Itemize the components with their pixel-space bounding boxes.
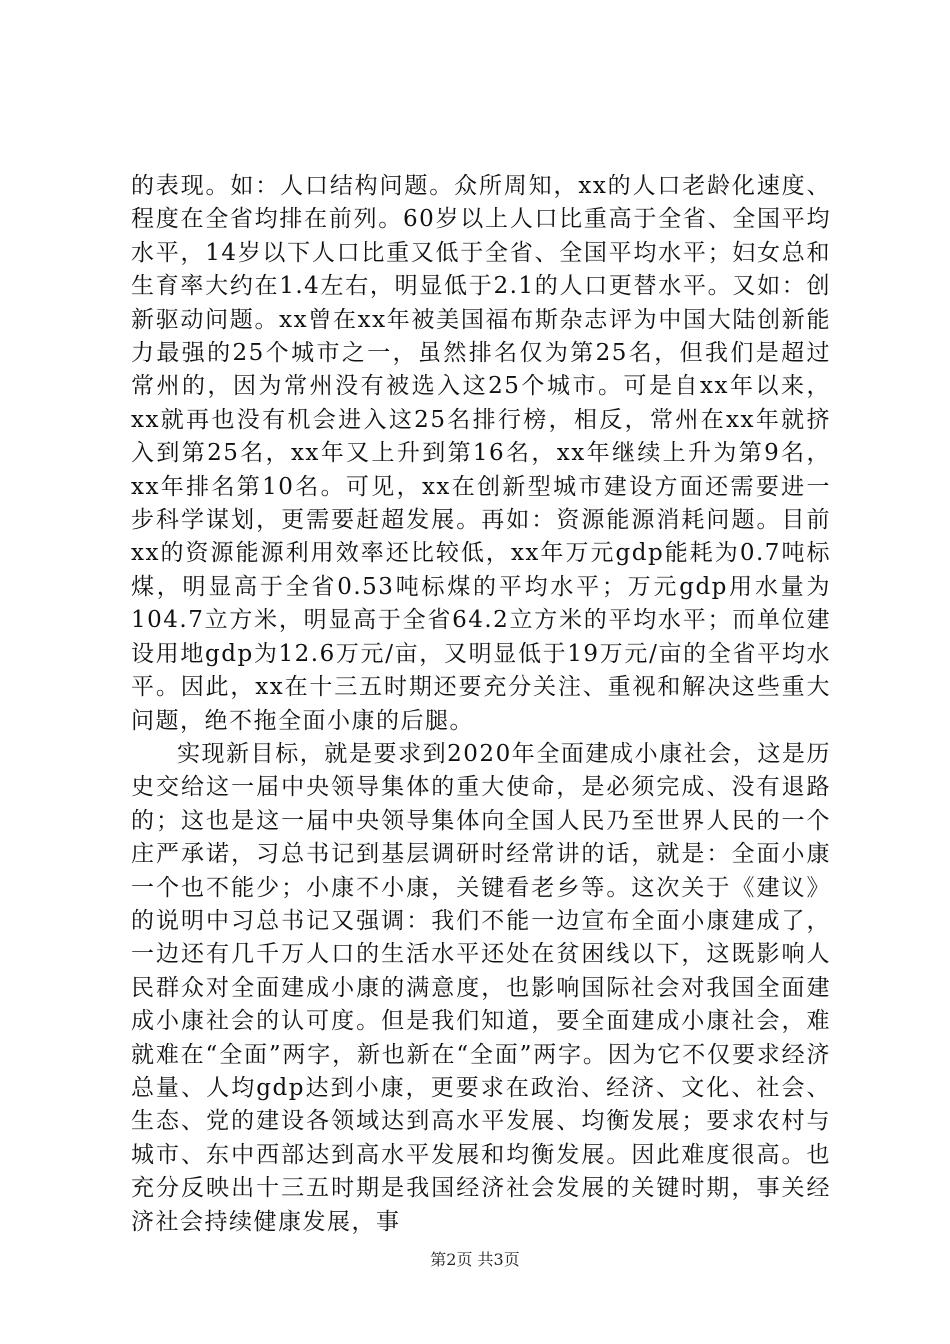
document-body [131, 170, 831, 1239]
page-number-footer: 第2页 共3页 [430, 1250, 520, 1269]
paragraph: 实现新目标，就是要求到2020年全面建成小康社会，这是历史交给这一届中央领导集体的重大使命，是必须完成、没有退路的；这也是这一届中央领导集体向全国人民乃至世界人民的一个庄严承诺，习总书记到基层调研时经常讲的话，就是：全面小康一个也不能少；小康不小康，关键看老乡等。这次关于《建议》的说明中习总书记又强调：我们不能一边宣布全面小康建成了，一边还有几千万人口的生活水平还处在贫困线以下，这既影响人民群众对全面建成小康的满意度，也影响国际社会对我国全面建成小康社会的认可度。但是我们知道，要全面建成小康社会，难就难在“全面”两字，新也新在“全面”两字。因为它不仅要求经济总量、人均gdp达到小康，更要求在政治、经济、文化、社会、生态、党的建设各领域达到高水平发展、均衡发展；要求农村与城市、东中西部达到高水平发展和均衡发展。因此难度很高。也充分反映出十三五时期是我国经济社会发展的关键时期，事关经济社会持续健康发展，事 [131, 740, 831, 1235]
paragraph-continued: 的表现。如：人口结构问题。众所周知，xx的人口老龄化速度、程度在全省均排在前列。60岁以上人口比重高于全省、全国平均水平，14岁以下人口比重又低于全省、全国平均水平；妇女总和生育率大约在1.4左右，明显低于2.1的人口更替水平。又如：创新驱动问题。xx曾在xx年被美国福布斯杂志评为中国大陆创新能力最强的25个城市之一，虽然排名仅为第25名，但我们是超过常州的，因为常州没有被选入这25个城市。可是自xx年以来，xx就再也没有机会进入这25名排行榜，相反，常州在xx年就挤入到第25名，xx年又上升到第16名，xx年继续上升为第9名，xx年排名第10名。可见，xx在创新型城市建设方面还需要进一步科学谋划，更需要赶超发展。再如：资源能源消耗问题。目前xx的资源能源利用效率还比较低，xx年万元gdp能耗为0.7吨标煤，明显高于全省0.53吨标煤的平均水平；万元gdp用水量为104.7立方米，明显高于全省64.2立方米的平均水平；而单位建设用地gdp为12.6万元/亩，又明显低于19万元/亩的全省平均水平。因此，xx在十三五时期还要充分关注、重视和解决这些重大问题，绝不拖全面小康的后腿。 [131, 173, 831, 734]
